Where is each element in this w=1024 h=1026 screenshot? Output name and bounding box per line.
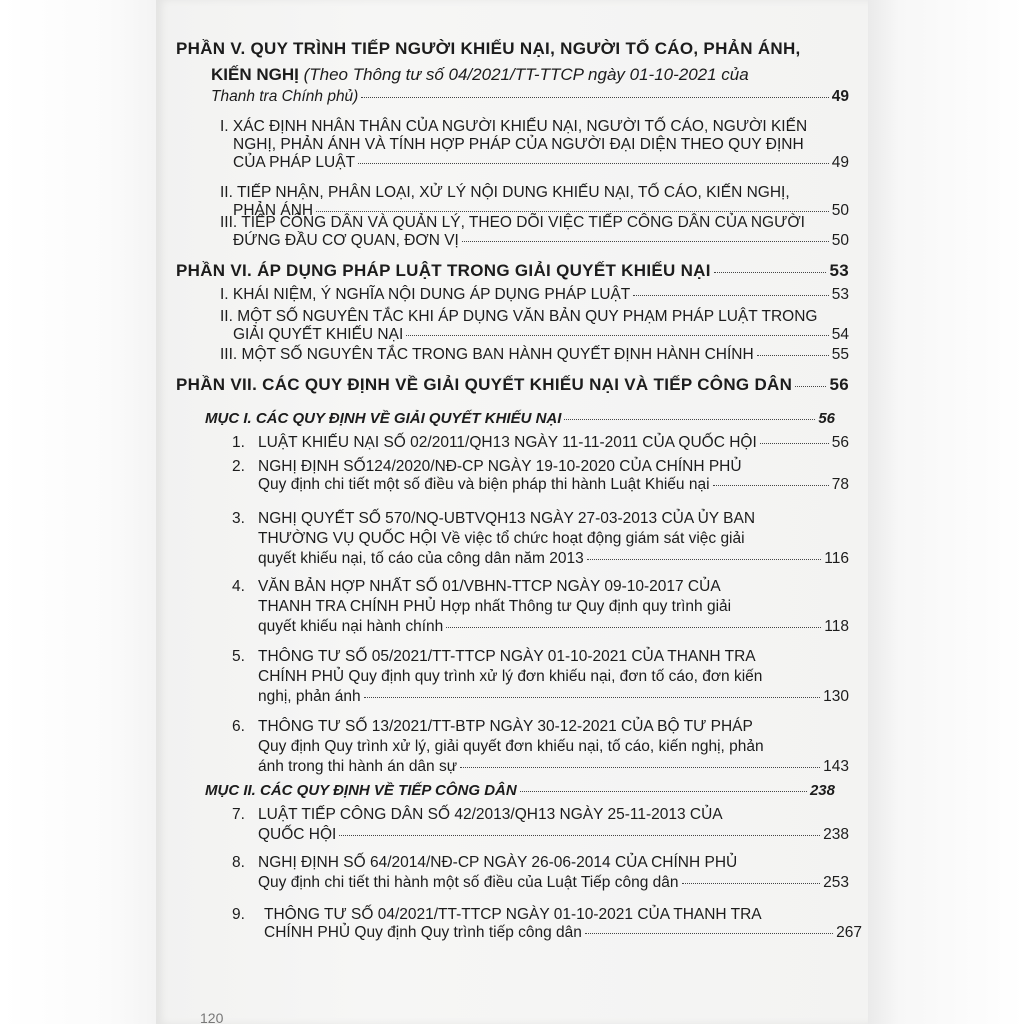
leader-dots (446, 627, 821, 628)
muc1-item-1-line1: LUẬT KHIẾU NẠI SỐ 02/2011/QH13 NGÀY 11-11-2011 CỦA QUỐC HỘI (258, 434, 757, 451)
muc1-item-4-line1: VĂN BẢN HỢP NHẤT SỐ 01/VBHN-TTCP NGÀY 09-10-2017 CỦA (258, 578, 721, 595)
muc2-item-9-line2: CHÍNH PHỦ Quy định Quy trình tiếp công dân (264, 924, 582, 941)
leader-dots (795, 386, 826, 387)
page-number: 49 (831, 88, 849, 105)
item-number: 5. (232, 648, 245, 665)
muc1-item-2-line1: NGHỊ ĐỊNH SỐ124/2020/NĐ-CP NGÀY 19-10-2020 CỦA CHÍNH PHỦ (258, 458, 742, 475)
leader-dots (633, 295, 828, 296)
p5-item-3-entry[interactable] (233, 232, 849, 250)
muc2-item-7-line1: LUẬT TIẾP CÔNG DÂN SỐ 42/2013/QH13 NGÀY 25-11-2013 CỦA (258, 806, 723, 823)
page-number: 56 (818, 410, 835, 427)
p5-item-3-line1: III. TIẾP CÔNG DÂN VÀ QUẢN LÝ, THEO DÕI VIỆC TIẾP CÔNG DÂN CỦA NGƯỜI (220, 214, 805, 231)
page-number: 143 (823, 758, 849, 775)
item-number: 6. (232, 718, 245, 735)
p6-item-2-line1: II. MỘT SỐ NGUYÊN TẮC KHI ÁP DỤNG VĂN BẢN QUY PHẠM PHÁP LUẬT TRONG (220, 308, 818, 325)
leader-dots (760, 443, 829, 444)
item-number: 7. (232, 806, 245, 823)
leader-dots (460, 767, 820, 768)
muc1-item-4-line2: THANH TRA CHÍNH PHỦ Hợp nhất Thông tư Quy định quy trình giải (258, 598, 732, 615)
part-7-entry[interactable] (176, 376, 849, 394)
muc-2-entry[interactable] (205, 782, 835, 800)
muc1-item-5-line3: nghị, phản ánh (258, 688, 361, 705)
leader-dots (585, 933, 833, 934)
page-number: 130 (823, 688, 849, 705)
right-background (868, 0, 1024, 1024)
leader-dots (339, 835, 820, 836)
part-5-title-italic: (Theo Thông tư số 04/2021/TT-TTCP ngày 01-10-2021 của (298, 65, 749, 84)
item-number: 2. (232, 458, 245, 475)
page-number: 50 (831, 232, 849, 249)
muc2-item-7-line2: QUỐC HỘI (258, 826, 337, 843)
p6-item-1-line1: I. KHÁI NIỆM, Ý NGHĨA NỘI DUNG ÁP DỤNG PHÁP LUẬT (220, 286, 631, 303)
leader-dots (520, 791, 807, 792)
leader-dots (364, 697, 821, 698)
p5-item-1-line1: I. XÁC ĐỊNH NHÂN THÂN CỦA NGƯỜI KHIẾU NẠI, NGƯỜI TỐ CÁO, NGƯỜI KIẾN (220, 118, 808, 135)
left-background (0, 0, 156, 1024)
leader-dots (714, 272, 827, 273)
p5-item-1-line2: NGHỊ, PHẢN ÁNH VÀ TÍNH HỢP PHÁP CỦA NGƯỜI ĐẠI DIỆN THEO QUY ĐỊNH (233, 136, 804, 153)
leader-dots (462, 241, 829, 242)
p6-item-3-line1: III. MỘT SỐ NGUYÊN TẮC TRONG BAN HÀNH QUYẾT ĐỊNH HÀNH CHÍNH (220, 346, 754, 363)
muc1-item-3-line3: quyết khiếu nại, tố cáo của công dân năm 2013 (258, 550, 584, 567)
muc-1-title: MỤC I. CÁC QUY ĐỊNH VỀ GIẢI QUYẾT KHIẾU NẠI (205, 410, 562, 427)
p6-item-3-entry[interactable] (220, 346, 849, 364)
part-5-title-bold: KIẾN NGHỊ (211, 65, 299, 84)
muc1-item-3-line2: THƯỜNG VỤ QUỐC HỘI Về việc tổ chức hoạt động giám sát việc giải (258, 530, 745, 547)
page-number: 56 (831, 434, 849, 451)
p5-item-1-entry[interactable] (233, 154, 849, 172)
muc1-item-3-entry[interactable] (258, 550, 849, 568)
p6-item-2-line2: GIẢI QUYẾT KHIẾU NẠI (233, 326, 404, 343)
page-number: 50 (831, 202, 849, 219)
p5-item-2-line2: PHẢN ÁNH (233, 202, 314, 219)
leader-dots (316, 211, 829, 212)
muc1-item-4-line3: quyết khiếu nại hành chính (258, 618, 444, 635)
page-number: 238 (809, 782, 835, 799)
page-number: 53 (831, 286, 849, 303)
page-number: 56 (829, 375, 849, 394)
page-number: 267 (836, 924, 862, 941)
part-7-title: PHẦN VII. CÁC QUY ĐỊNH VỀ GIẢI QUYẾT KHIẾU NẠI VÀ TIẾP CÔNG DÂN (176, 375, 793, 394)
p5-item-2-line1: II. TIẾP NHẬN, PHÂN LOẠI, XỬ LÝ NỘI DUNG KHIẾU NẠI, TỐ CÁO, KIẾN NGHỊ, (220, 184, 790, 201)
page-number: 118 (824, 618, 849, 635)
page-number: 238 (823, 826, 849, 843)
leader-dots (358, 163, 829, 164)
muc1-item-3-line1: NGHỊ QUYẾT SỐ 570/NQ-UBTVQH13 NGÀY 27-03-2013 CỦA ỦY BAN (258, 510, 756, 527)
page-number: 49 (831, 154, 849, 171)
leader-dots (682, 883, 821, 884)
muc1-item-6-entry[interactable] (258, 758, 849, 776)
leader-dots (713, 485, 829, 486)
leader-dots (587, 559, 822, 560)
part-5-title-line3: Thanh tra Chính phủ) (211, 88, 359, 105)
muc1-item-4-entry[interactable] (258, 618, 849, 636)
part-5-entry[interactable] (211, 88, 849, 106)
item-number: 3. (232, 510, 245, 527)
muc1-item-6-line3: ánh trong thi hành án dân sự (258, 758, 458, 775)
muc1-item-6-line1: THÔNG TƯ SỐ 13/2021/TT-BTP NGÀY 30-12-2021 CỦA BỘ TƯ PHÁP (258, 718, 753, 735)
muc1-item-2-entry[interactable] (258, 476, 849, 494)
muc-1-entry[interactable] (205, 410, 835, 428)
leader-dots (361, 97, 828, 98)
footer-page-number: 120 (200, 1010, 224, 1026)
p6-item-2-entry[interactable] (233, 326, 849, 344)
muc1-item-6-line2: Quy định Quy trình xử lý, giải quyết đơn khiếu nại, tố cáo, kiến nghị, phản (258, 738, 764, 755)
muc-2-title: MỤC II. CÁC QUY ĐỊNH VỀ TIẾP CÔNG DÂN (205, 782, 517, 799)
part-6-entry[interactable] (176, 262, 849, 280)
muc2-item-8-line1: NGHỊ ĐỊNH SỐ 64/2014/NĐ-CP NGÀY 26-06-2014 CỦA CHÍNH PHỦ (258, 854, 738, 871)
page-number: 55 (831, 346, 849, 363)
item-number: 1. (232, 434, 245, 451)
muc1-item-1-entry[interactable] (258, 434, 849, 452)
page-number: 78 (831, 476, 849, 493)
page-number: 53 (829, 261, 849, 280)
item-number: 8. (232, 854, 245, 871)
muc2-item-8-line2: Quy định chi tiết thi hành một số điều của Luật Tiếp công dân (258, 874, 679, 891)
part-6-title: PHẦN VI. ÁP DỤNG PHÁP LUẬT TRONG GIẢI QUYẾT KHIẾU NẠI (176, 261, 711, 280)
part-5-title-line2 (211, 66, 749, 84)
muc1-item-5-entry[interactable] (258, 688, 849, 706)
muc1-item-5-line2: CHÍNH PHỦ Quy định quy trình xử lý đơn khiếu nại, đơn tố cáo, đơn kiến (258, 668, 763, 685)
leader-dots (406, 335, 828, 336)
p6-item-1-entry[interactable] (220, 286, 849, 304)
page-number: 116 (824, 550, 849, 567)
p5-item-3-line2: ĐỨNG ĐẦU CƠ QUAN, ĐƠN VỊ (233, 232, 459, 249)
leader-dots (757, 355, 829, 356)
p5-item-1-line3: CỦA PHÁP LUẬT (233, 154, 356, 171)
muc2-item-8-entry[interactable] (258, 874, 849, 892)
muc2-item-9-line1: THÔNG TƯ SỐ 04/2021/TT-TTCP NGÀY 01-10-2021 CỦA THANH TRA (264, 906, 762, 923)
part-5-title-line1: PHẦN V. QUY TRÌNH TIẾP NGƯỜI KHIẾU NẠI, NGƯỜI TỐ CÁO, PHẢN ÁNH, (176, 39, 801, 58)
muc1-item-5-line1: THÔNG TƯ SỐ 05/2021/TT-TTCP NGÀY 01-10-2021 CỦA THANH TRA (258, 648, 756, 665)
page-number: 253 (823, 874, 849, 891)
muc1-item-2-line2: Quy định chi tiết một số điều và biện pháp thi hành Luật Khiếu nại (258, 476, 710, 493)
muc2-item-7-entry[interactable] (258, 826, 849, 844)
item-number: 4. (232, 578, 245, 595)
item-number: 9. (232, 906, 245, 923)
leader-dots (564, 419, 815, 420)
muc2-item-9-entry[interactable] (264, 924, 862, 942)
page-number: 54 (831, 326, 849, 343)
